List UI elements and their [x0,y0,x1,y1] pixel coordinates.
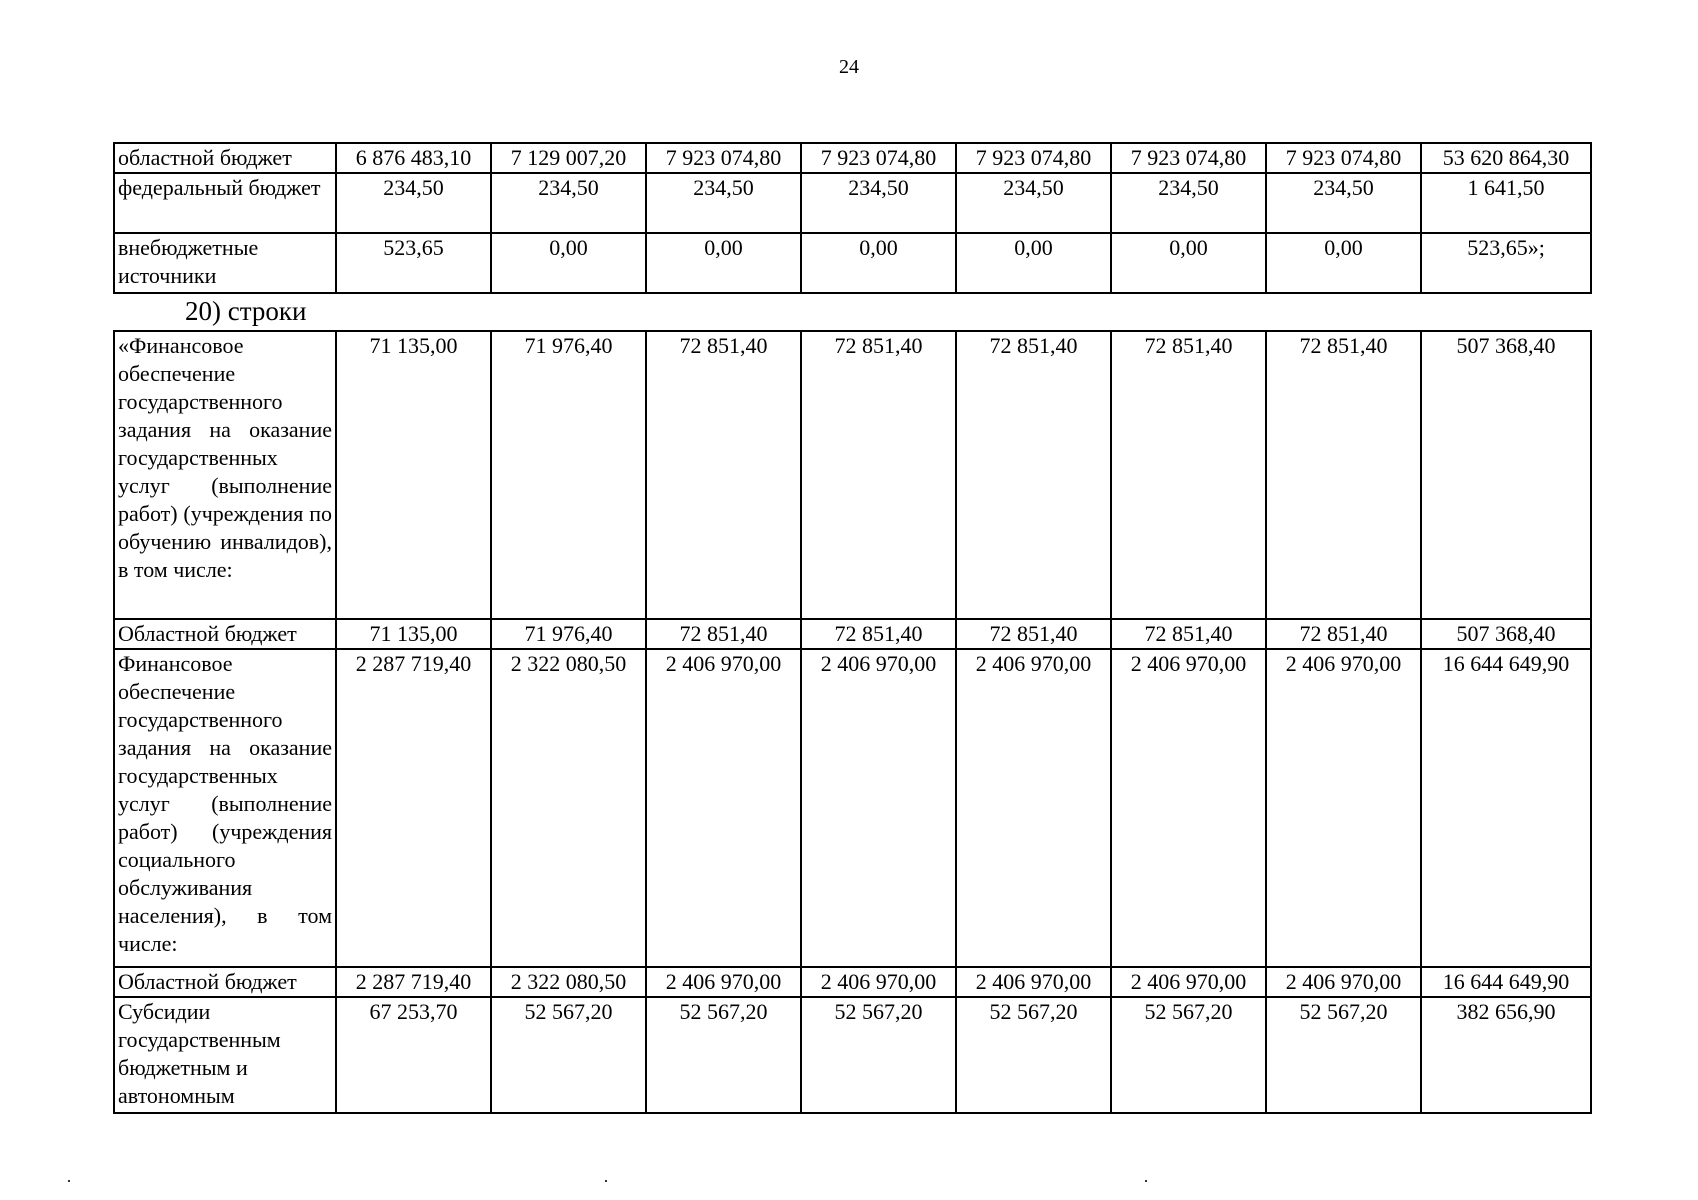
value-cell: 234,50 [1266,173,1421,233]
value-cell: 2 406 970,00 [1111,649,1266,967]
value-cell: 72 851,40 [801,619,956,649]
page-number: 24 [839,56,859,78]
section-label: 20) строки [185,296,307,326]
value-cell: 234,50 [1111,173,1266,233]
row-label: федеральный бюджет [114,173,336,233]
value-cell: 52 567,20 [491,997,646,1113]
value-cell: 52 567,20 [956,997,1111,1113]
row-label: «Финансовое обеспечение государственного задания на оказание государственных услуг (выполнение работ) (учреждения по обучению инвалидов), в том числе: [114,331,336,619]
value-cell: 2 406 970,00 [801,649,956,967]
value-cell: 72 851,40 [956,619,1111,649]
scan-speck [1145,1180,1147,1182]
value-cell: 507 368,40 [1421,619,1591,649]
row-label: Областной бюджет [114,967,336,997]
value-cell: 72 851,40 [1266,619,1421,649]
value-cell: 72 851,40 [1111,619,1266,649]
value-cell: 52 567,20 [646,997,801,1113]
value-cell: 7 923 074,80 [801,143,956,173]
value-cell: 507 368,40 [1421,331,1591,619]
budget-table-top [113,142,1592,294]
value-cell: 2 406 970,00 [646,649,801,967]
value-cell: 2 287 719,40 [336,649,491,967]
value-cell: 52 567,20 [1111,997,1266,1113]
table-row [114,173,1591,233]
value-cell: 234,50 [801,173,956,233]
value-cell: 72 851,40 [801,331,956,619]
value-cell: 2 406 970,00 [956,967,1111,997]
value-cell: 72 851,40 [956,331,1111,619]
value-cell: 7 923 074,80 [956,143,1111,173]
value-cell: 71 976,40 [491,619,646,649]
value-cell: 2 406 970,00 [646,967,801,997]
value-cell: 7 129 007,20 [491,143,646,173]
value-cell: 71 976,40 [491,331,646,619]
value-cell: 52 567,20 [1266,997,1421,1113]
row-label: Финансовое обеспечение государственного задания на оказание государственных услуг (выполнение работ) (учреждения социального обслуживания населения), в том числе: [114,649,336,967]
value-cell: 16 644 649,90 [1421,967,1591,997]
value-cell: 52 567,20 [801,997,956,1113]
table-row [114,967,1591,997]
value-cell: 234,50 [491,173,646,233]
value-cell: 2 287 719,40 [336,967,491,997]
value-cell: 0,00 [1111,233,1266,293]
value-cell: 72 851,40 [646,619,801,649]
value-cell: 72 851,40 [1266,331,1421,619]
scan-speck [68,1180,70,1182]
value-cell: 234,50 [336,173,491,233]
value-cell: 67 253,70 [336,997,491,1113]
value-cell: 7 923 074,80 [1266,143,1421,173]
value-cell: 0,00 [956,233,1111,293]
value-cell: 2 406 970,00 [956,649,1111,967]
value-cell: 523,65 [336,233,491,293]
value-cell: 2 406 970,00 [1266,967,1421,997]
value-cell: 1 641,50 [1421,173,1591,233]
scan-speck [605,1180,607,1182]
row-label: Областной бюджет [114,619,336,649]
value-cell: 523,65»; [1421,233,1591,293]
value-cell: 2 322 080,50 [491,967,646,997]
value-cell: 71 135,00 [336,619,491,649]
value-cell: 0,00 [646,233,801,293]
value-cell: 234,50 [956,173,1111,233]
table-row [114,649,1591,967]
table-row [114,997,1591,1113]
value-cell: 53 620 864,30 [1421,143,1591,173]
value-cell: 6 876 483,10 [336,143,491,173]
table-row [114,331,1591,619]
table-row [114,233,1591,293]
value-cell: 0,00 [491,233,646,293]
value-cell: 0,00 [1266,233,1421,293]
value-cell: 2 406 970,00 [1266,649,1421,967]
value-cell: 16 644 649,90 [1421,649,1591,967]
value-cell: 7 923 074,80 [1111,143,1266,173]
table-row [114,619,1591,649]
table-row [114,143,1591,173]
row-label: Субсидии государственным бюджетным и автономным [114,997,336,1113]
budget-table-bottom [113,330,1592,1114]
value-cell: 71 135,00 [336,331,491,619]
value-cell: 72 851,40 [1111,331,1266,619]
row-label: областной бюджет [114,143,336,173]
value-cell: 2 322 080,50 [491,649,646,967]
value-cell: 234,50 [646,173,801,233]
row-label: внебюджетные источники [114,233,336,293]
value-cell: 382 656,90 [1421,997,1591,1113]
value-cell: 2 406 970,00 [801,967,956,997]
value-cell: 0,00 [801,233,956,293]
value-cell: 7 923 074,80 [646,143,801,173]
value-cell: 72 851,40 [646,331,801,619]
value-cell: 2 406 970,00 [1111,967,1266,997]
